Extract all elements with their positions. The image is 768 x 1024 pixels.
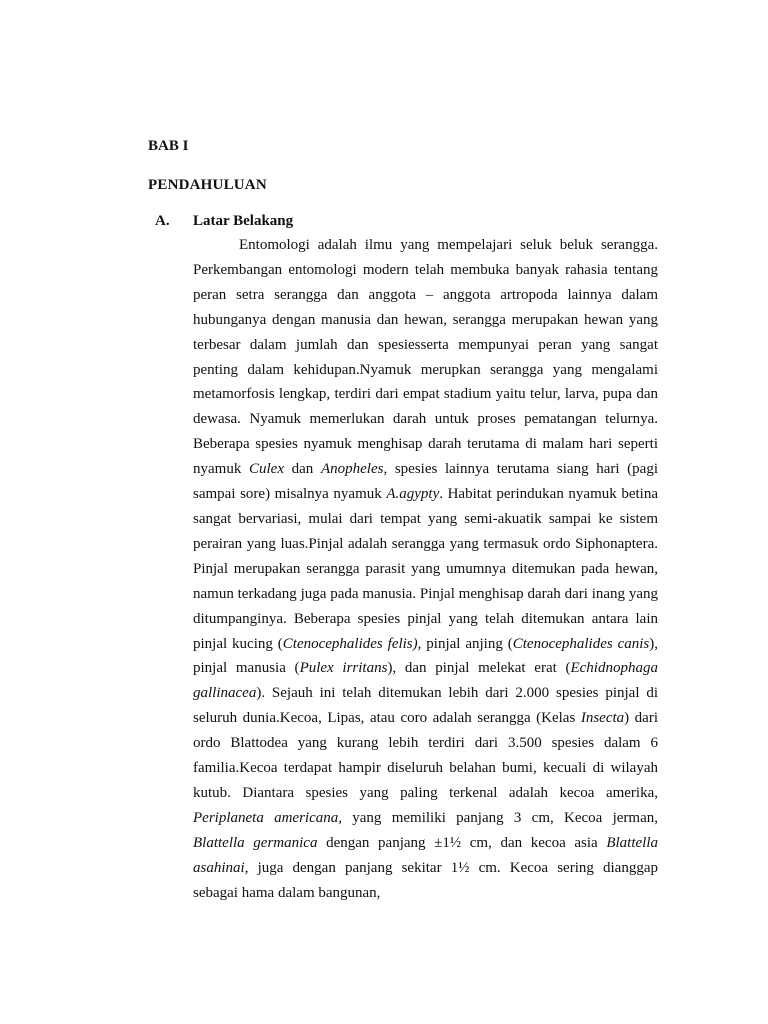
- paragraph-text: ), pinjal manusia (: [193, 635, 659, 677]
- italic-term: Pulex irritans: [299, 660, 388, 677]
- italic-term: Insecta: [580, 710, 625, 727]
- chapter-title: PENDAHULUAN: [148, 177, 267, 193]
- paragraph-text: . Habitat perindukan nyamuk betina sangat bervariasi, mulai dari tempat yang semi-akuatik sampai ke sistem perairan yang luas.Pinjal adalah serangga yang termasuk ordo Siphonaptera. Pinjal merupakan serangga parasit yang umumnya ditemukan pada hewan, namun terkadang juga pada manusia. Pinjal menghisap darah dari inang yang ditumpanginya. Beberapa spesies pinjal yang telah ditemukan antara lain pinjal kucing (: [193, 486, 658, 652]
- section-heading: [155, 211, 293, 231]
- paragraph-text: Entomologi adalah ilmu yang mempelajari seluk beluk serangga. Perkembangan entomologi modern telah membuka banyak rahasia tentang peran setra serangga dan anggota – anggota artropoda lainnya dalam hubunganya dengan manusia dan hewan, serangga merupakan hewan yang terbesar dalam jumlah dan spesiesserta mempunyai peran yang sangat penting dalam kehidupan.Nyamuk merupkan serangga yang mengalami metamorfosis lengkap, terdiri dari empat stadium yaitu telur, larva, pupa dan dewasa. Nyamuk memerlukan darah untuk proses pematangan telurnya. Beberapa spesies nyamuk menghisap darah terutama di malam hari seperti nyamuk: [193, 237, 658, 478]
- paragraph-text: , spesies lainnya terutama siang hari (pagi sampai sore) misalnya nyamuk: [193, 461, 659, 503]
- paragraph-text: dengan panjang ±1½ cm, dan kecoa asia: [317, 834, 607, 851]
- italic-term: A.agypty: [386, 486, 440, 503]
- italic-term: Ctenocephalides canis: [512, 635, 650, 652]
- section-marker: A.: [155, 213, 170, 229]
- italic-term: Blattella germanica: [193, 834, 318, 851]
- paragraph-text: , juga dengan panjang sekitar 1½ cm. Kecoa sering dianggap sebagai hama dalam bangunan,: [193, 859, 658, 901]
- italic-term: Blattella asahinai: [193, 834, 659, 876]
- italic-term: Anopheles: [320, 461, 384, 478]
- italic-term: Echidnophaga gallinacea: [193, 660, 658, 702]
- paragraph-text: ). Sejauh ini telah ditemukan lebih dari 2.000 spesies pinjal di seluruh dunia.Kecoa, Lipas, atau coro adalah serangga (Kelas: [193, 685, 658, 727]
- paragraph-text: dan: [283, 461, 321, 478]
- paragraph-text: pinjal anjing (: [421, 635, 513, 652]
- section-title: Latar Belakang: [193, 213, 294, 229]
- italic-term: Culex: [248, 461, 284, 478]
- chapter-number: BAB I: [148, 138, 189, 154]
- italic-term: Ctenocephalides felis),: [282, 635, 422, 652]
- paragraph-text: ) dari ordo Blattodea yang kurang lebih terdiri dari 3.500 spesies dalam 6 familia.Kecoa terdapat hampir diseluruh belahan bumi, kecuali di wilayah kutub. Diantara spesies yang paling terkenal adalah kecoa amerika,: [193, 710, 658, 801]
- paragraph-text: ), dan pinjal melekat erat (: [387, 660, 571, 677]
- italic-term: Periplaneta americana,: [193, 809, 342, 826]
- paragraph-text: yang memiliki panjang 3 cm, Kecoa jerman,: [342, 809, 658, 826]
- body-paragraph: [193, 233, 658, 905]
